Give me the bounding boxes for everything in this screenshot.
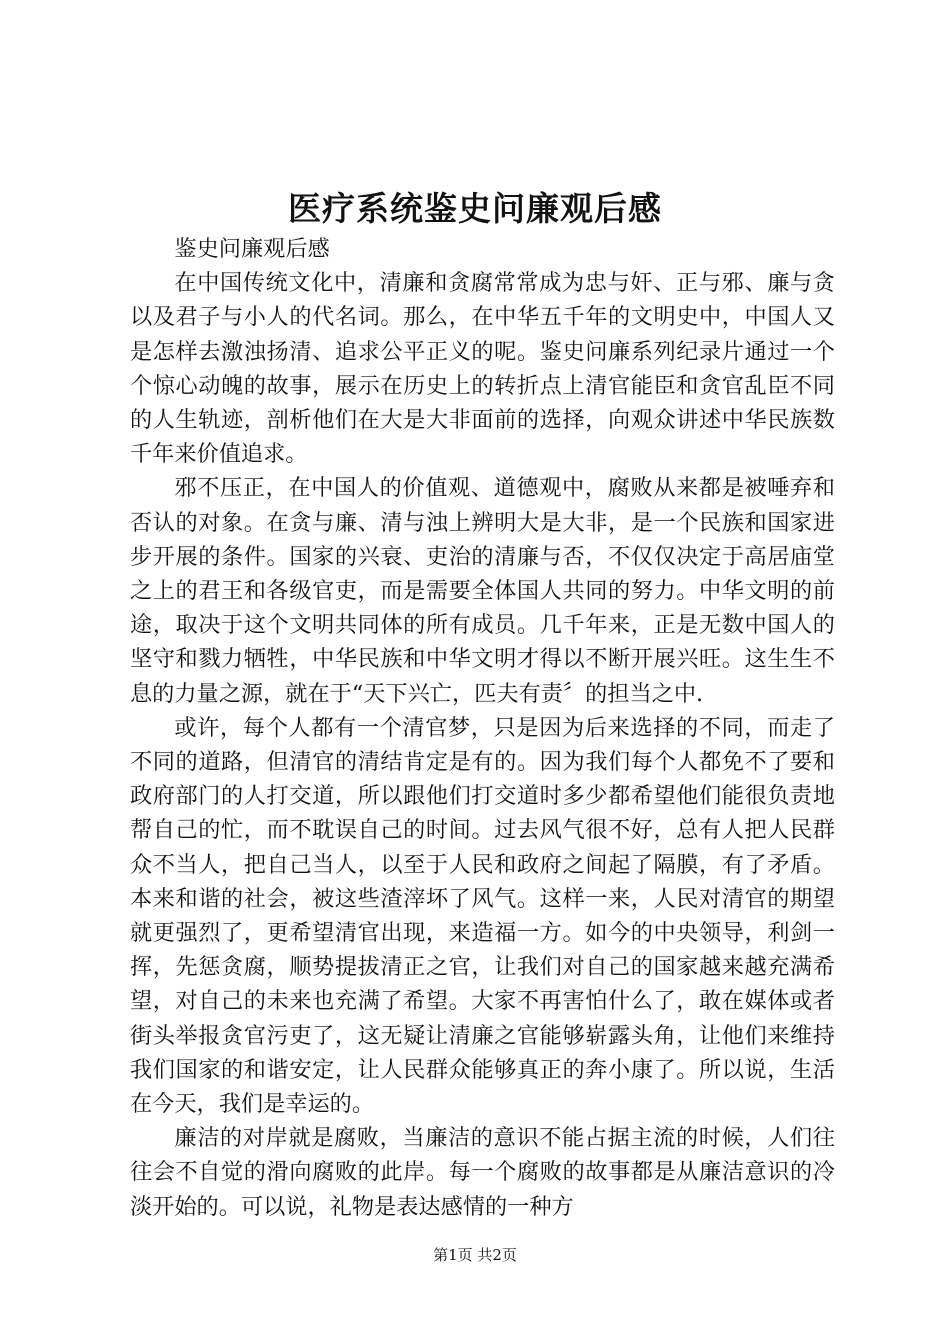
document-body bbox=[130, 232, 835, 1224]
paragraph: 廉洁的对岸就是腐败，当廉洁的意识不能占据主流的时候，人们往往会不自觉的滑向腐败的此岸。每一个腐败的故事都是从廉洁意识的冷淡开始的。可以说，礼物是表达感情的一种方 bbox=[130, 1125, 835, 1220]
page-footer: 第1页 共2页 bbox=[433, 1246, 517, 1264]
paragraph: 在中国传统文化中，清廉和贪腐常常成为忠与奸、正与邪、廉与贪以及君子与小人的代名词。那么，在中华五千年的文明史中，中国人又是怎样去激浊扬清、追求公平正义的呢。鉴史问廉系列纪录片通过一个个惊心动魄的故事，展示在历史上的转折点上清官能臣和贪官乱臣不同的人生轨迹，剖析他们在大是大非面前的选择，向观众讲述中华民族数千年来价值追求。 bbox=[130, 270, 835, 468]
paragraph: 邪不压正，在中国人的价值观、道德观中，腐败从来都是被唾弃和否认的对象。在贪与廉、清与浊上辨明大是大非，是一个民族和国家进步开展的条件。国家的兴衰、吏治的清廉与否，不仅仅决定于高居庙堂之上的君王和各级官吏，而是需要全体国人共同的努力。中华文明的前途，取决于这个文明共同体的所有成员。几千年来，正是无数中国人的坚守和戮力牺牲，中华民族和中华文明才得以不断开展兴旺。这生生不息的力量之源，就在于“天下兴亡，匹夫有责〞的担当之中. bbox=[130, 475, 835, 707]
paragraph: 或许，每个人都有一个清官梦，只是因为后来选择的不同，而走了不同的道路，但清官的清结肯定是有的。因为我们每个人都免不了要和政府部门的人打交道，所以跟他们打交道时多少都希望他们能很负责地帮自己的忙，而不耽误自己的时间。过去风气很不好，总有人把人民群众不当人，把自己当人，以至于人民和政府之间起了隔膜，有了矛盾。本来和谐的社会，被这些渣滓坏了风气。这样一来，人民对清官的期望就更强烈了，更希望清官出现，来造福一方。如今的中央领导，利剑一挥，先惩贪腐，顺势提拔清正之官，让我们对自己的国家越来越充满希望，对自己的未来也充满了希望。大家不再害怕什么了，敢在媒体或者街头举报贪官污吏了，这无疑让清廉之官能够崭露头角，让他们来维持我们国家的和谐安定，让人民群众能够真正的奔小康了。所以说，生活在今天，我们是幸运的。 bbox=[130, 714, 835, 1118]
paragraph-subtitle: 鉴史问廉观后感 bbox=[174, 236, 330, 262]
page-title: 医疗系统鉴史问廉观后感 bbox=[288, 189, 662, 228]
